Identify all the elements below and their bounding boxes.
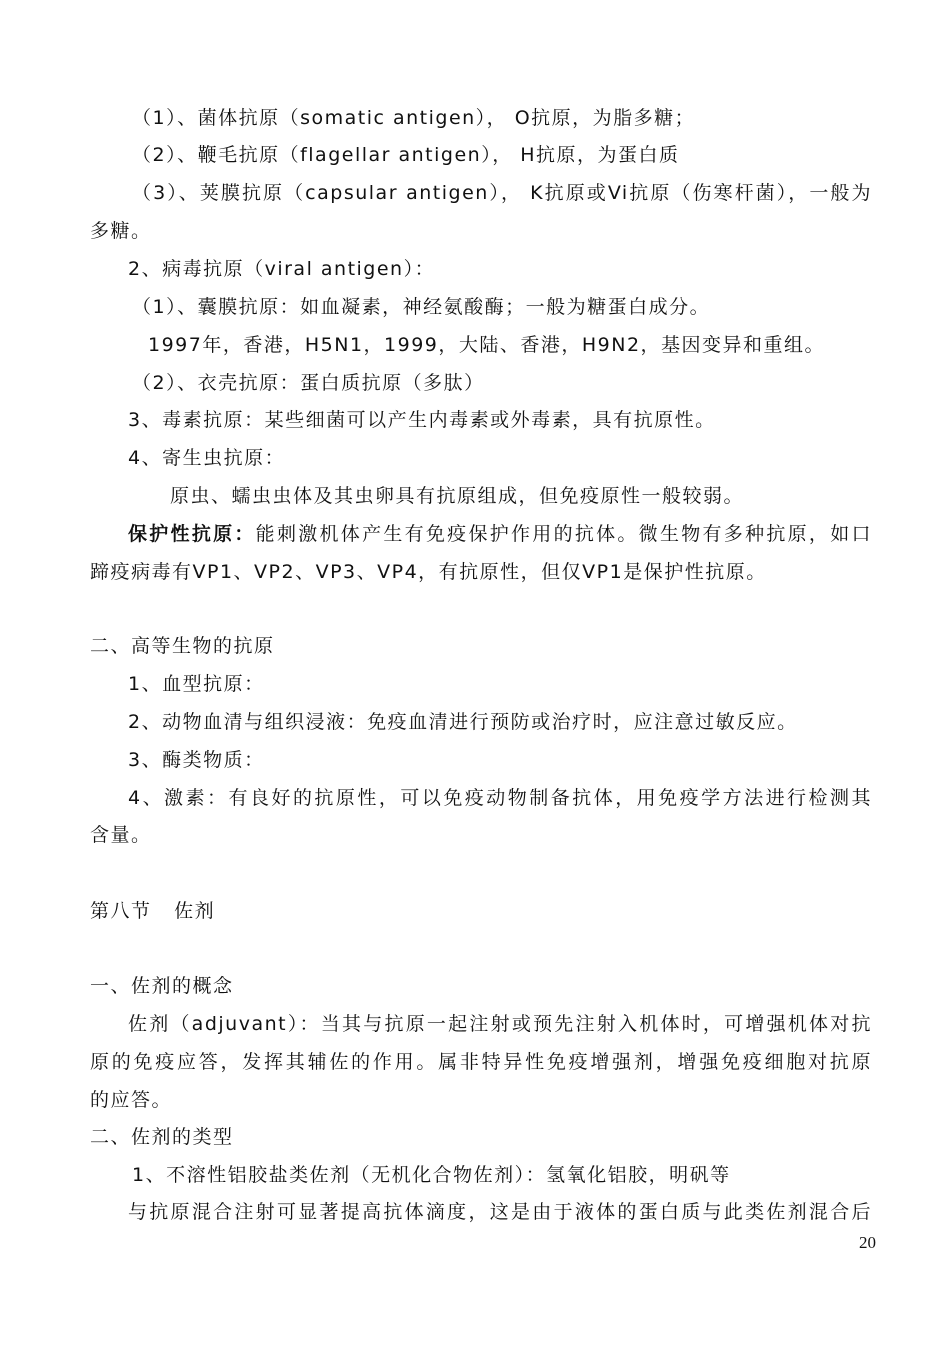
text-line: （2）、鞭毛抗原（flagellar antigen）， H抗原，为蛋白质 [132,144,680,166]
chapter-title: 第八节 佐剂 [90,900,216,922]
protective-antigen-line [90,522,872,546]
text-line: 4、激素：有良好的抗原性，可以免疫动物制备抗体，用免疫学方法进行检测其 [128,787,872,809]
text-line: （1）、菌体抗原（somatic antigen）， O抗原，为脂多糖； [132,107,696,129]
text-line: 1、不溶性铝胶盐类佐剂（无机化合物佐剂）：氢氧化铝胶，明矾等 [132,1164,731,1186]
text-line: 2、动物血清与组织浸液：免疫血清进行预防或治疗时，应注意过敏反应。 [128,711,798,733]
text-line: 能刺激机体产生有免疫保护作用的抗体。微生物有多种抗原，如口 [255,523,872,545]
section-heading: 二、佐剂的类型 [90,1126,234,1148]
text-line: 3、毒素抗原：某些细菌可以产生内毒素或外毒素，具有抗原性。 [128,409,716,431]
section-heading: 二、高等生物的抗原 [90,635,275,657]
text-line: 1997年，香港，H5N1，1999，大陆、香港，H9N2，基因变异和重组。 [148,334,826,356]
section-heading: 一、佐剂的概念 [90,975,234,997]
text-line: （2）、衣壳抗原：蛋白质抗原（多肽） [132,372,485,394]
text-line: 4、寄生虫抗原： [128,447,286,469]
text-line: 的应答。 [90,1089,173,1111]
bold-term: 保护性抗原： [128,523,256,545]
text-line: （3）、荚膜抗原（capsular antigen）， K抗原或Vi抗原（伤寒杆菌），一般为 [132,182,872,204]
text-line: 多糖。 [90,220,152,242]
text-line: 与抗原混合注射可显著提高抗体滴度，这是由于液体的蛋白质与此类佐剂混合后 [128,1201,872,1223]
text-line: 蹄疫病毒有VP1、VP2、VP3、VP4，有抗原性，但仅VP1是保护性抗原。 [90,561,767,583]
text-line: 2、病毒抗原（viral antigen）： [128,258,436,280]
text-line: 1、血型抗原： [128,673,265,695]
text-line: 3、酶类物质： [128,749,265,771]
text-line: 佐剂（adjuvant）：当其与抗原一起注射或预先注射入机体时，可增强机体对抗 [128,1013,872,1035]
text-line: 原虫、蠕虫虫体及其虫卵具有抗原组成，但免疫原性一般较弱。 [170,485,745,507]
page-number: 20 [859,1233,876,1252]
text-line: 原的免疫应答，发挥其辅佐的作用。属非特异性免疫增强剂，增强免疫细胞对抗原 [90,1051,872,1073]
text-line: （1）、囊膜抗原：如血凝素，神经氨酸酶；一般为糖蛋白成分。 [132,296,711,318]
text-line: 含量。 [90,824,152,846]
